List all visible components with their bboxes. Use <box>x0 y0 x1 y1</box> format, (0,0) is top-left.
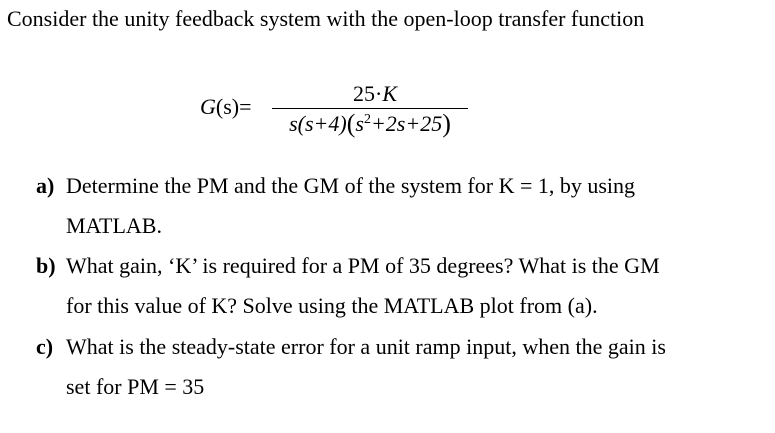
lhs-function: G <box>200 94 216 119</box>
question-a-label: a) <box>36 173 55 198</box>
denominator-open-paren: ( <box>346 109 356 138</box>
denominator-exponent: 2 <box>363 112 371 127</box>
transfer-function-equation <box>200 80 520 160</box>
equation-fraction <box>272 80 468 139</box>
denominator-close-paren: ) <box>442 109 451 138</box>
question-a <box>36 172 635 200</box>
question-c-label: c) <box>36 334 54 359</box>
question-b-line1: What gain, ‘K’ is required for a PM of 35 degrees? What is the GM <box>66 253 660 278</box>
question-b-line2: for this value of K? Solve using the MATLAB plot from (a). <box>66 293 598 318</box>
numerator-constant: 25· <box>352 81 383 106</box>
question-a-line1: Determine the PM and the GM of the system for K = 1, by using <box>66 173 636 198</box>
question-a-line2: MATLAB. <box>66 213 162 238</box>
question-b <box>36 252 660 280</box>
equals-sign: = <box>239 94 252 119</box>
equation-numerator <box>272 80 468 108</box>
question-c <box>36 333 666 361</box>
denominator-s-squared: s <box>355 111 364 136</box>
equation-denominator <box>272 109 468 139</box>
denominator-s: s <box>289 111 298 136</box>
denominator-factor-1: (s+4) <box>297 111 347 136</box>
numerator-variable: K <box>382 81 397 106</box>
denominator-rest: +2s+25 <box>370 111 443 136</box>
lhs-argument: (s) <box>215 94 240 119</box>
question-c-line2: set for PM = 35 <box>66 374 205 399</box>
equation-lhs <box>200 94 252 120</box>
question-c-line1: What is the steady-state error for a unit ramp input, when the gain is <box>66 334 666 359</box>
question-b-label: b) <box>36 253 56 278</box>
problem-intro: Consider the unity feedback system with the open-loop transfer function <box>7 6 645 31</box>
